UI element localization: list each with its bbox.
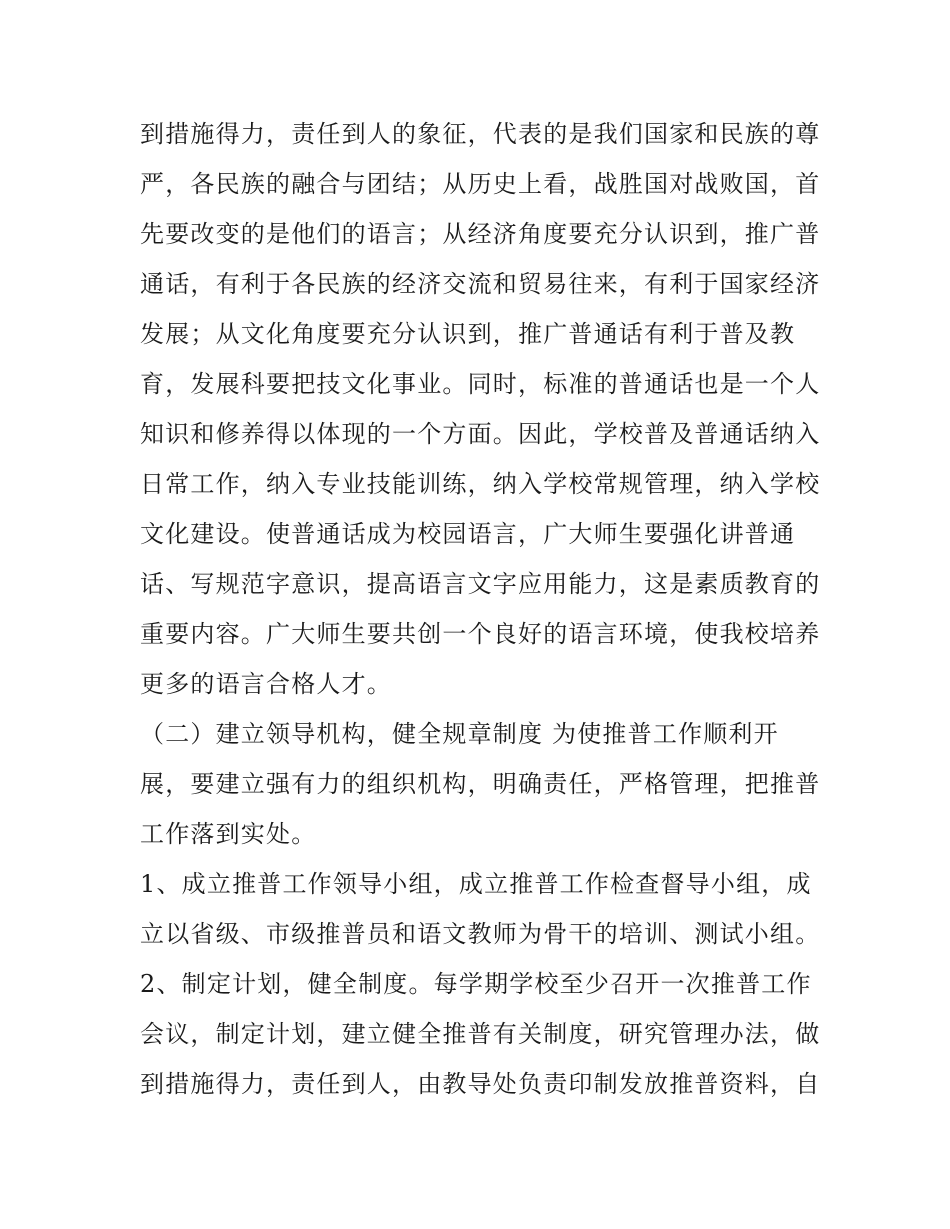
- section-heading: （二）建立领导机构，健全规章制度 为使推普工作顺利开: [140, 720, 779, 748]
- text-line: 话、写规范字意识，提高语言文字应用能力，这是素质教育的: [140, 570, 821, 598]
- text-line: 通话，有利于各民族的经济交流和贸易往来，有利于国家经济: [140, 270, 821, 298]
- text-line: 立以省级、市级推普员和语文教师为骨干的培训、测试小组。: [140, 920, 821, 948]
- text-line: 更多的语言合格人才。: [140, 670, 392, 698]
- text-line: 到措施得力，责任到人的象征，代表的是我们国家和民族的尊: [140, 120, 821, 148]
- text-line: 工作落到实处。: [140, 820, 317, 848]
- text-line: 重要内容。广大师生要共创一个良好的语言环境，使我校培养: [140, 620, 821, 648]
- text-line: 育，发展科要把技文化事业。同时，标准的普通话也是一个人: [140, 370, 821, 398]
- text-line: 知识和修养得以体现的一个方面。因此，学校普及普通话纳入: [140, 420, 821, 448]
- text-line: 展，要建立强有力的组织机构，明确责任，严格管理，把推普: [140, 770, 821, 798]
- document-body: [140, 109, 820, 1109]
- text-line: 严，各民族的融合与团结；从历史上看，战胜国对战败国，首: [140, 170, 821, 198]
- text-line: 会议，制定计划，建立健全推普有关制度，研究管理办法，做: [140, 1020, 821, 1048]
- text-line: 先要改变的是他们的语言；从经济角度要充分认识到，推广普: [140, 220, 821, 248]
- text-line: 文化建设。使普通话成为校园语言，广大师生要强化讲普通: [140, 520, 796, 548]
- list-item-2: 2、制定计划，健全制度。每学期学校至少召开一次推普工作: [140, 970, 812, 998]
- text-line: 发展；从文化角度要充分认识到，推广普通话有利于普及教: [140, 320, 796, 348]
- text-line: 到措施得力，责任到人，由教导处负责印制发放推普资料，自: [140, 1070, 821, 1098]
- text-line: 日常工作，纳入专业技能训练，纳入学校常规管理，纳入学校: [140, 470, 821, 498]
- list-item-1: 1、成立推普工作领导小组，成立推普工作检查督导小组，成: [140, 870, 812, 898]
